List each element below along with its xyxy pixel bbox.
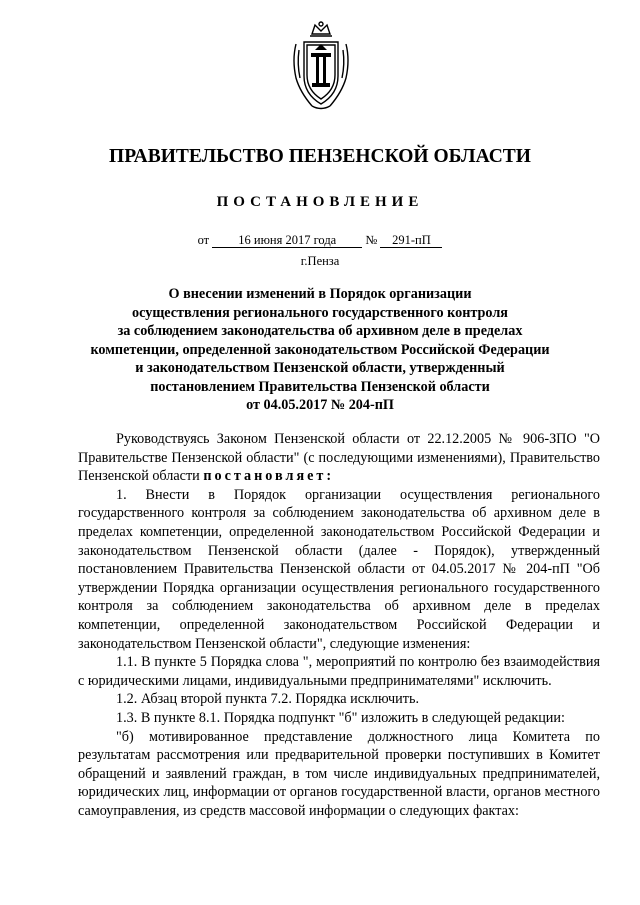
- title-line: постановлением Правительства Пензенской области: [150, 378, 490, 395]
- paragraph-1-3: 1.3. В пункте 8.1. Порядка подпункт "б" изложить в следующей редакции:: [116, 709, 565, 726]
- paragraph-1: 1. Внести в Порядок организации осуществления регионального государственного контроля за соблюдением законодательства об архивном деле в пределах компетенции, определенной законодательством Российской Федерации и законодательством Пензенской области (далее - Порядок), утвержденный постановлением Правительства Пензенской области от 04.05.2017 № 204-пП "Об утверждении Порядка организации осуществления регионального государственного контроля за соблюдением законодательства об архивном деле в пределах компетенции, определенной законодательством Российской Федерации и законодательством Пензенской области", следующие изменения:: [78, 486, 600, 652]
- title-line: от 04.05.2017 № 204-пП: [246, 397, 394, 413]
- document-date: 16 июня 2017 года: [212, 233, 362, 248]
- city-label: г.Пенза: [300, 254, 340, 268]
- document-number: 291-пП: [380, 233, 442, 248]
- title-line: компетенции, определенной законодательством Российской Федерации: [90, 341, 550, 358]
- title-line: осуществления регионального государственного контроля: [132, 304, 508, 321]
- number-prefix: №: [365, 233, 378, 247]
- organization-heading: ПРАВИТЕЛЬСТВО ПЕНЗЕНСКОЙ ОБЛАСТИ: [109, 146, 531, 167]
- document-type-heading: ПОСТАНОВЛЕНИЕ: [216, 194, 424, 210]
- paragraph-1-1: 1.1. В пункте 5 Порядка слова ", мероприятий по контролю без взаимодействия с юридическими лицами, индивидуальными предпринимателями" исключить.: [78, 654, 600, 689]
- title-line: О внесении изменений в Порядок организации: [168, 286, 472, 302]
- date-number-line: [0, 233, 640, 248]
- document-title: [50, 285, 590, 415]
- date-prefix: от: [197, 233, 210, 247]
- decree-word: постановляет:: [203, 468, 335, 485]
- paragraph-1-2: 1.2. Абзац второй пункта 7.2. Порядка исключить.: [116, 691, 419, 708]
- paragraph-b: "б) мотивированное представление должностного лица Комитета по результатам рассмотрения или предварительной проверки поступивших в Комитет обращений и заявлений граждан, в том числе индивидуальных предпринимателей, юридических лиц, информации от органов государственной власти, органов местного самоуправления, из средств массовой информации о следующих фактах:: [78, 728, 600, 819]
- intro-paragraph: [78, 430, 600, 486]
- intro-text: Руководствуясь Законом Пензенской области от 22.12.2005 № 906-ЗПО "О Правительстве Пензенской области" (с последующими изменениями), Правительство Пензенской области: [78, 431, 600, 485]
- document-body: [78, 430, 600, 820]
- title-line: и законодательством Пензенской области, утвержденный: [135, 360, 505, 376]
- coat-of-arms-emblem: [290, 20, 352, 112]
- title-line: за соблюдением законодательства об архивном деле в пределах: [117, 323, 523, 339]
